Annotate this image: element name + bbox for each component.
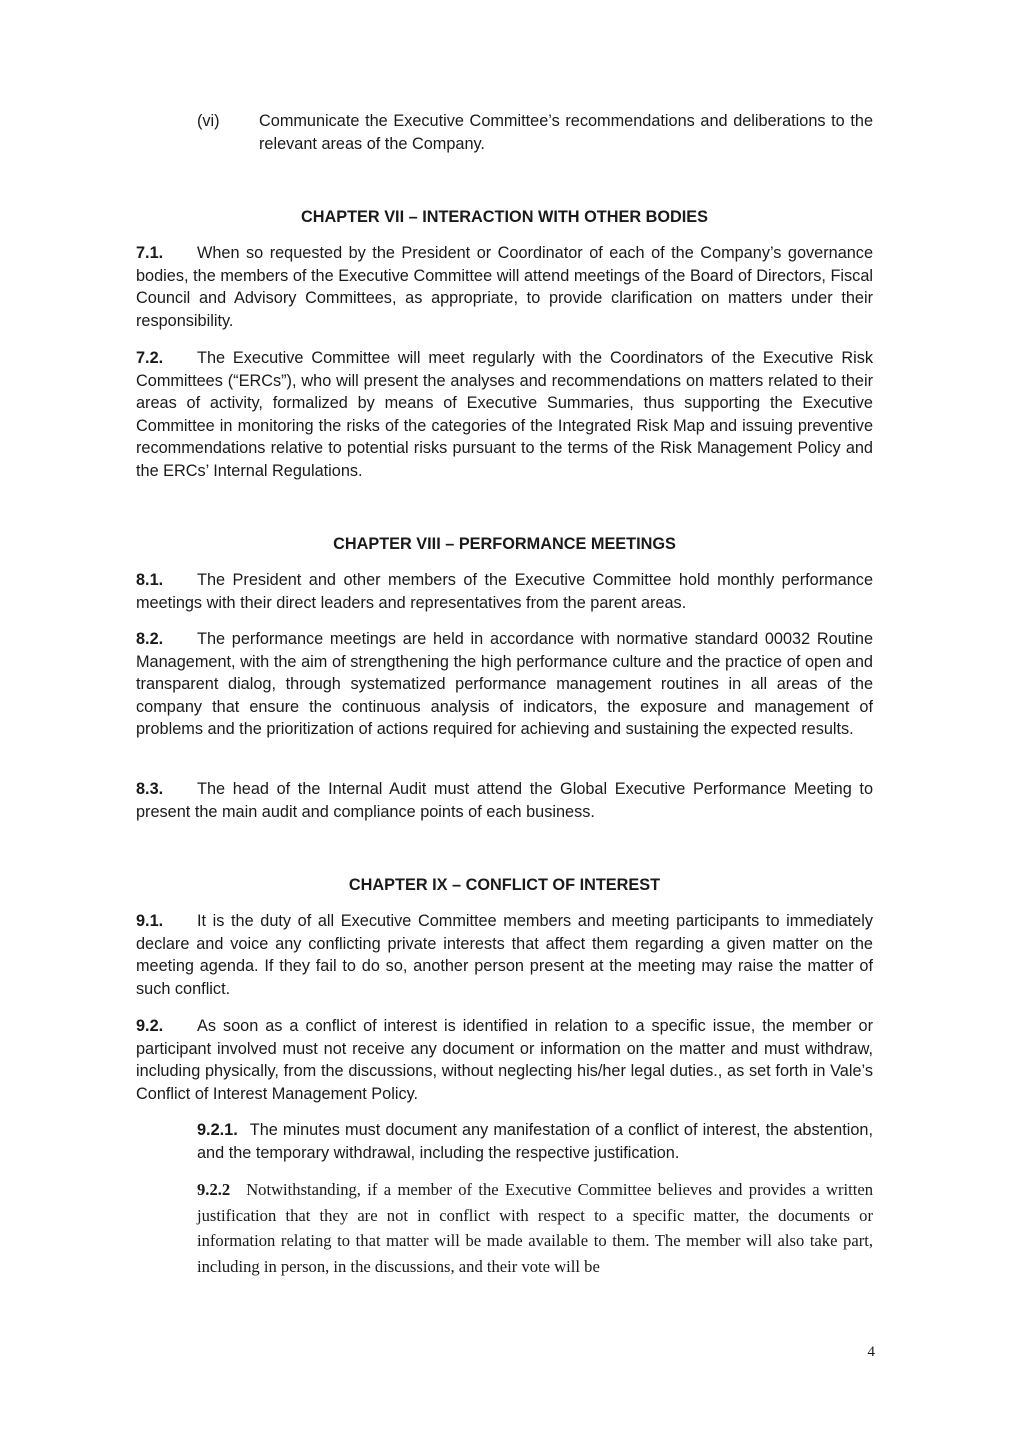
paragraph-8-3 xyxy=(136,778,873,823)
clause-text: The head of the Internal Audit must attend the Global Executive Performance Meeting to present the main audit and compliance points of each business. xyxy=(136,780,873,821)
clause-number: 9.2. xyxy=(136,1017,164,1035)
paragraph-8-1 xyxy=(136,569,873,614)
clause-number: 9.2.1. xyxy=(197,1121,238,1139)
clause-text: It is the duty of all Executive Committee members and meeting participants to immediately declare and voice any conflicting private interests that affect them regarding a given matter on the meeting agenda. If they fail to do so, another person present at the meeting may raise the matter of such conflict. xyxy=(136,912,873,998)
paragraph-9-1 xyxy=(136,910,873,1000)
clause-number: 9.1. xyxy=(136,912,164,930)
paragraph-9-2-1 xyxy=(197,1119,873,1164)
clause-number: 7.1. xyxy=(136,244,164,262)
clause-text: When so requested by the President or Coordinator of each of the Company’s governance bodies, the members of the Executive Committee will attend meetings of the Board of Directors, Fiscal Council and Advisory Committees, as appropriate, to provide clarification on matters under their responsibility. xyxy=(136,244,873,330)
list-marker: (vi) xyxy=(197,112,220,130)
list-item-vi xyxy=(197,110,873,155)
page-number: 4 xyxy=(867,1344,875,1360)
clause-text: The President and other members of the Executive Committee hold monthly performance meetings with their direct leaders and representatives from the parent areas. xyxy=(136,571,873,612)
paragraph-9-2-2 xyxy=(197,1177,873,1280)
clause-text: The Executive Committee will meet regularly with the Coordinators of the Executive Risk Committees (“ERCs”), who will present the analyses and recommendations on matters related to their areas of activity, formalized by means of Executive Summaries, thus supporting the Executive Committee in monitoring the risks of the categories of the Integrated Risk Map and issuing preventive recommendations relative to potential risks pursuant to the terms of the Risk Management Policy and the ERCs’ Internal Regulations. xyxy=(136,349,873,480)
paragraph-7-1 xyxy=(136,242,873,332)
clause-text: Notwithstanding, if a member of the Executive Committee believes and provides a written justification that they are not in conflict with respect to a specific matter, the documents or information relating to that matter will be made available to them. The member will also take part, including in person, in the discussions, and their vote will be xyxy=(197,1180,873,1277)
clause-number: 7.2. xyxy=(136,349,164,367)
clause-number: 8.3. xyxy=(136,780,164,798)
clause-number: 8.2. xyxy=(136,630,164,648)
chapter-7-heading: CHAPTER VII – INTERACTION WITH OTHER BODIES xyxy=(300,208,709,226)
clause-text: As soon as a conflict of interest is identified in relation to a specific issue, the member or participant involved must not receive any document or information on the matter and must withdraw, including physically, from the discussions, without neglecting his/her legal duties., as set forth in Vale’s Conflict of Interest Management Policy. xyxy=(136,1017,873,1103)
clause-number: 8.1. xyxy=(136,571,164,589)
list-item-text: Communicate the Executive Committee’s recommendations and deliberations to the relevant areas of the Company. xyxy=(259,112,873,153)
paragraph-7-2 xyxy=(136,347,873,483)
clause-text: The performance meetings are held in accordance with normative standard 00032 Routine Management, with the aim of strengthening the high performance culture and the practice of open and transparent dialog, through systematized performance management routines in all areas of the company that ensure the continuous analysis of indicators, the exposure and management of problems and the prioritization of actions required for achieving and sustaining the expected results. xyxy=(136,630,873,739)
chapter-9-heading: CHAPTER IX – CONFLICT OF INTEREST xyxy=(348,876,661,894)
chapter-8-heading: CHAPTER VIII – PERFORMANCE MEETINGS xyxy=(333,535,676,553)
paragraph-8-2 xyxy=(136,628,873,741)
paragraph-9-2 xyxy=(136,1015,873,1105)
clause-text: The minutes must document any manifestation of a conflict of interest, the abstention, and the temporary withdrawal, including the respective justification. xyxy=(197,1121,873,1162)
clause-number: 9.2.2 xyxy=(197,1180,231,1199)
